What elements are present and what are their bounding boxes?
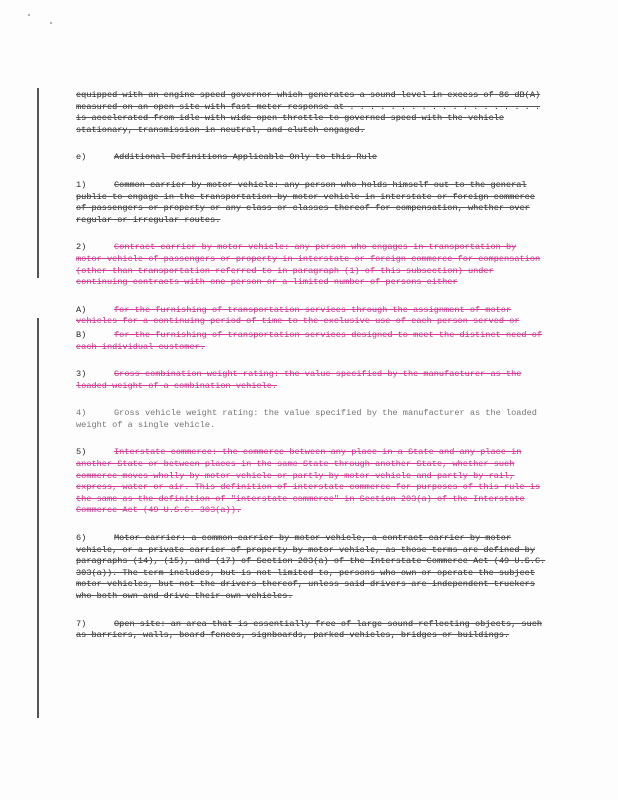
definition-number: A) — [76, 304, 87, 315]
definition-paragraph — [76, 408, 546, 431]
definition-text: for the furnishing of transportation services through the assignment of motor vehicles for a continuing period of time to the exclusive use of each person served or — [76, 304, 520, 327]
definition-number: 4) — [76, 408, 87, 419]
definition-text: Interstate commerce: the commerce between any place in a State and any place in another State or between places in the same State through another State, whether such commerce moves wholly by motor vehicle or partly by motor vehicle and partly by rail, express, water or air. This definition of interstate commerce for purposes of this rule is the same as the definition of "interstate commerce" in Section 203(a) of the Interstate Commerce Act (49 U.S.C. 303(a)). — [76, 447, 541, 516]
definition-number: B) — [76, 329, 87, 340]
definition-text: Motor carrier: a common carrier by motor vehicle, a contract carrier by motor vehicle, or a private carrier of property by motor vehicle, as those terms are defined by paragraphs (14), (15), and (17) of Section 203(a) of the Interstate Commerce Act (49 U.S.C. 303(a)). The term includes, but is not limited to, persons who own or operate the subject motor vehicles, but not the drivers thereof, unless said drivers are independent truckers who both own and drive their own vehicles. — [76, 533, 546, 601]
definition-paragraph — [76, 447, 546, 517]
definition-number: 7) — [76, 618, 87, 629]
heading-title: Additional Definitions Applicable Only to this Rule — [114, 152, 378, 163]
document-body — [76, 90, 546, 658]
definition-text: Common carrier by motor vehicle: any person who holds himself out to the general public to engage in the transportation by motor vehicle in interstate or foreign commerce of passengers or property or any class or classes thereof for compensation, whether over regular or irregular routes. — [76, 179, 535, 225]
definition-text: Open site: an area that is essentially free of large sound-reflecting objects, such as barriers, walls, board fences, signboards, parked vehicles, bridges or buildings. — [76, 618, 543, 641]
definition-paragraph — [76, 242, 546, 288]
definition-text: Gross vehicle weight rating: the value specified by the manufacturer as the loaded weight of a single vehicle. — [76, 408, 537, 430]
definition-number: 5) — [76, 447, 87, 458]
definition-text: Gross combination weight rating: the value specified by the manufacturer as the loaded weight of a combination vehicle. — [76, 369, 522, 391]
section-heading — [76, 152, 546, 164]
scan-speck — [28, 14, 30, 16]
heading-marker: e) — [76, 152, 87, 163]
definition-number: 3) — [76, 369, 87, 380]
definition-paragraph — [76, 369, 546, 392]
definition-number: 6) — [76, 533, 87, 544]
definition-number: 1) — [76, 179, 87, 190]
definition-paragraph — [76, 305, 546, 328]
margin-change-bar — [37, 88, 39, 278]
definition-text: for the furnishing of transportation services designed to meet the distinct need of each individual customer. — [76, 329, 543, 352]
definition-text: Contract carrier by motor vehicle: any person who engages in transportation by motor vehicle of passengers or property in interstate or foreign commerce for compensation (other than transportation referred to in paragraph (1) of this subsection) under continuing contracts with one person or a limited number of persons either — [76, 242, 541, 288]
definition-number: 2) — [76, 242, 87, 253]
definition-paragraph — [76, 180, 546, 226]
definition-paragraph — [76, 533, 546, 603]
margin-change-bar — [37, 318, 39, 718]
definition-paragraph — [76, 330, 546, 353]
intro-paragraph: equipped with an engine speed governor which generates a sound level in excess of 86 dB(A) measured on an open site with fast meter response at . . . . . . . . . . . . . . . . . . . is accelerated from idle with wide open throttle to governed speed with the vehicle stationary, transmission in neutral, and clutch engaged. — [76, 90, 541, 135]
scan-speck — [50, 22, 52, 24]
definition-paragraph — [76, 619, 546, 642]
